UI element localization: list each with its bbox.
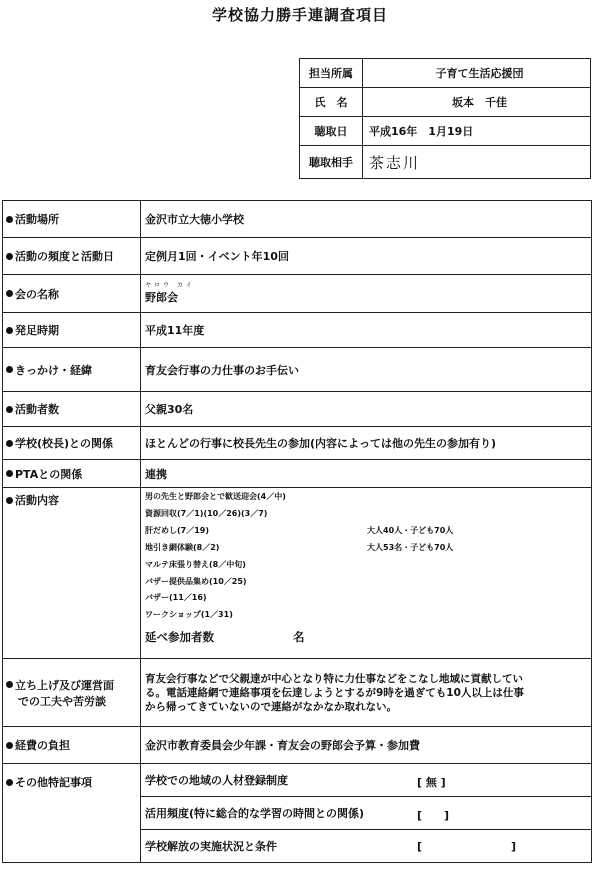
row-label: 活動場所 xyxy=(15,213,59,226)
info-key: 担当所属 xyxy=(300,59,363,88)
value-cell xyxy=(141,830,592,863)
ruby-reading: ヤロウ カイ xyxy=(145,282,195,289)
bullet-icon xyxy=(6,327,13,334)
total-participants-label: 延べ参加者数 xyxy=(145,630,214,644)
value-cell xyxy=(141,659,592,727)
label-cell xyxy=(3,727,141,764)
row-label: 学校(校長)との関係 xyxy=(15,437,114,450)
value-cell: ほとんどの行事に校長先生の参加(内容によっては他の先生の参加有り) xyxy=(141,427,592,460)
bullet-icon xyxy=(6,290,13,297)
label-cell xyxy=(3,201,141,238)
info-value: 子育て生活応援団 xyxy=(363,59,591,88)
other-item-text: 学校解放の実施状況と条件 xyxy=(145,840,277,853)
bullet-icon xyxy=(6,406,13,413)
bullet-icon xyxy=(6,470,13,477)
row-frequency xyxy=(3,238,592,275)
row-label: 活動内容 xyxy=(15,494,59,507)
challenge-line: から帰ってきていないので連絡がなかなか取れない。 xyxy=(145,700,397,713)
row-founded xyxy=(3,313,592,348)
row-label: PTAとの関係 xyxy=(15,467,83,481)
value-cell: 連携 xyxy=(141,460,592,488)
row-challenges xyxy=(3,659,592,727)
other-item-text: 学校での地域の人材登録制度 xyxy=(145,774,288,787)
row-label: 経費の負担 xyxy=(15,739,70,752)
info-key: 聴取相手 xyxy=(300,146,363,179)
row-label xyxy=(6,677,136,693)
row-name xyxy=(3,275,592,313)
challenge-line: 育友会行事などで父親達が中心となり特に力仕事などをこなし地域に貢献してい xyxy=(145,672,523,685)
value-cell xyxy=(141,764,592,797)
bullet-icon xyxy=(6,216,13,223)
bullet-icon xyxy=(6,497,13,504)
row-activities xyxy=(3,488,592,659)
group-name: 野郎会 xyxy=(145,291,178,304)
activity-list xyxy=(145,491,587,651)
survey-table xyxy=(2,200,592,863)
row-cost xyxy=(3,727,592,764)
other-item-bracket-close: ] xyxy=(511,840,517,853)
row-school-relation xyxy=(3,427,592,460)
bullet-icon xyxy=(6,366,13,373)
activity-item: 肝だめし(7／19) xyxy=(145,526,210,535)
label-cell xyxy=(3,238,141,275)
participant-note: 大人40人・子ども70人 xyxy=(367,526,454,535)
other-item-bracket: [ 無 ] xyxy=(417,776,446,789)
info-key: 聴取日 xyxy=(300,117,363,146)
value-cell: 育友会行事の力仕事のお手伝い xyxy=(141,348,592,392)
other-item-bracket: [ ] xyxy=(417,809,450,822)
value-cell: 金沢市立大徳小学校 xyxy=(141,201,592,238)
value-cell xyxy=(141,488,592,659)
activity-item: 男の先生と野郎会とで歓送迎会(4／中) xyxy=(145,492,286,501)
other-item-bracket-open: [ xyxy=(417,840,423,853)
info-row xyxy=(300,88,591,117)
info-value xyxy=(363,146,591,179)
challenge-line: る。電話連絡網で連絡事項を伝達しようとするが9時を過ぎても10人以上は仕事 xyxy=(145,686,524,699)
label-cell xyxy=(3,488,141,659)
value-cell xyxy=(141,797,592,830)
row-place xyxy=(3,201,592,238)
bullet-icon xyxy=(6,779,13,786)
label-cell xyxy=(3,348,141,392)
row-members xyxy=(3,392,592,427)
row-pta-relation xyxy=(3,460,592,488)
label-cell xyxy=(3,764,141,863)
total-participants-unit: 名 xyxy=(293,630,305,644)
value-cell: 金沢市教育委員会少年課・育友会の野郎会予算・参加費 xyxy=(141,727,592,764)
value-cell: 父親30名 xyxy=(141,392,592,427)
value-cell: 平成11年度 xyxy=(141,313,592,348)
bullet-icon xyxy=(6,253,13,260)
activity-item: 地引き網体験(8／2) xyxy=(145,543,220,552)
bullet-icon xyxy=(6,742,13,749)
other-item-text: 活用頻度(特に総合的な学習の時間との関係) xyxy=(145,807,365,820)
label-line: 立ち上げ及び運営面 xyxy=(15,678,114,692)
label-cell xyxy=(3,313,141,348)
row-label: 活動の頻度と活動日 xyxy=(15,250,114,263)
interview-info-table xyxy=(299,58,591,179)
label-cell xyxy=(3,427,141,460)
activity-item: 資源回収(7／1)(10／26)(3／7) xyxy=(145,509,268,518)
info-key: 氏 名 xyxy=(300,88,363,117)
document-title: 学校協力勝手連調査項目 xyxy=(211,6,388,24)
row-label: きっかけ・経緯 xyxy=(15,363,92,377)
value-cell xyxy=(141,275,592,313)
info-value: 坂本 千佳 xyxy=(363,88,591,117)
activity-item: バザー(11／16) xyxy=(145,593,207,602)
label-cell xyxy=(3,460,141,488)
label-line: での工夫や苦労談 xyxy=(18,694,106,708)
value-cell: 定例月1回・イベント年10回 xyxy=(141,238,592,275)
label-cell xyxy=(3,275,141,313)
activity-item: マルテ床張り替え(8／中旬) xyxy=(145,560,246,569)
bullet-icon xyxy=(6,440,13,447)
info-value: 平成16年 1月19日 xyxy=(363,117,591,146)
row-label: 活動者数 xyxy=(15,403,59,416)
row-label: 会の名称 xyxy=(15,287,59,301)
row-label: 発足時期 xyxy=(15,324,59,337)
bullet-icon xyxy=(6,681,13,688)
info-row xyxy=(300,117,591,146)
label-cell xyxy=(3,659,141,727)
participant-note: 大人53名・子ども70人 xyxy=(367,543,454,552)
info-row xyxy=(300,59,591,88)
activity-item: ワークショップ(1／31) xyxy=(145,610,233,619)
handwritten-name: 茶志川 xyxy=(369,153,421,172)
row-label: その他特記事項 xyxy=(15,776,92,789)
row-origin xyxy=(3,348,592,392)
activity-item: バザー提供品集め(10／25) xyxy=(145,577,247,586)
label-cell xyxy=(3,392,141,427)
info-row xyxy=(300,146,591,179)
row-other-1 xyxy=(3,764,592,797)
